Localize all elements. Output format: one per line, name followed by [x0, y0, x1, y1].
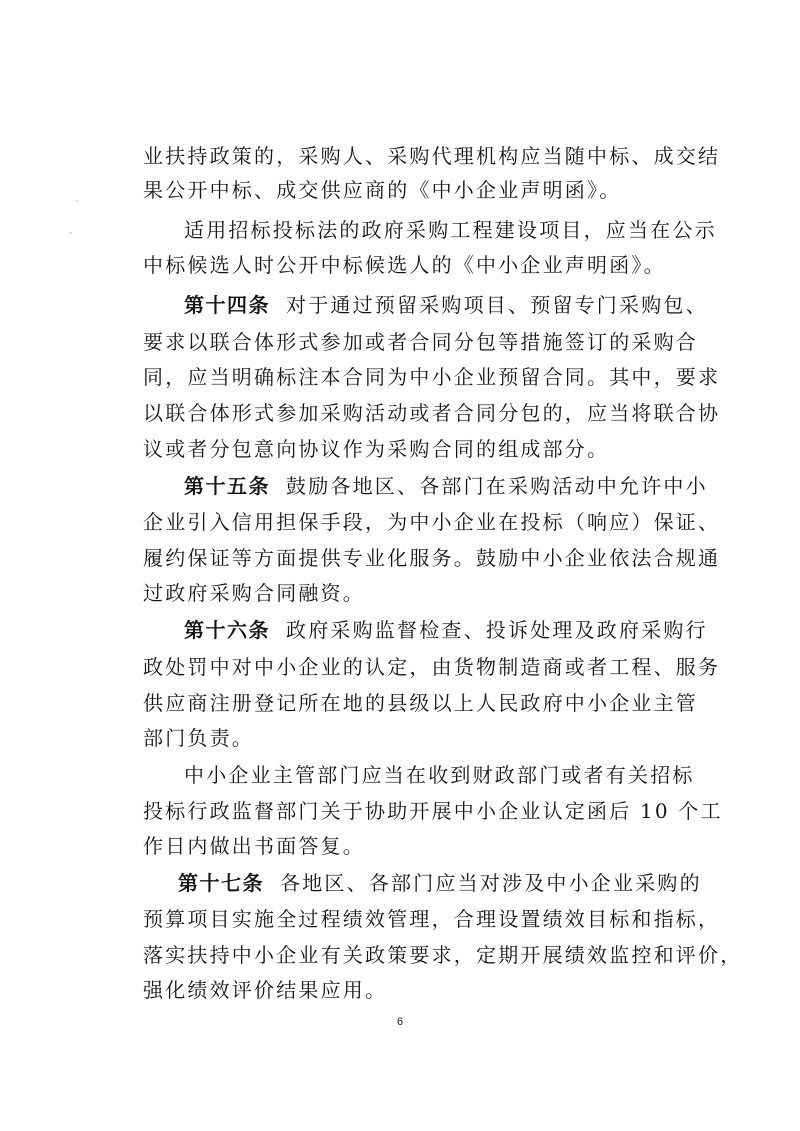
text-line: 议或者分包意向协议作为采购合同的组成部分。	[143, 437, 610, 461]
text-line: 政处罚中对中小企业的认定，由货物制造商或者工程、服务	[143, 655, 721, 679]
page-number: 6	[396, 1016, 404, 1028]
text-line: 中标候选人时公开中标候选人的《中小企业声明函》。	[143, 253, 666, 277]
text-line: 部门负责。	[143, 726, 254, 750]
article-15-label: 第十五条	[184, 474, 270, 498]
text-line: 供应商注册登记所在地的县级以上人民政府中小企业主管	[143, 691, 698, 715]
text-line: 投标行政监督部门关于协助开展中小企业认定函后 10 个工	[143, 799, 723, 823]
article-16-first-line	[184, 610, 708, 650]
text-line: 过政府采购合同融资。	[143, 581, 365, 605]
scan-speck	[70, 232, 72, 234]
article-14-first-line	[184, 285, 708, 325]
text-line: 企业引入信用担保手段，为中小企业在投标（响应）保证、	[143, 510, 721, 534]
text-line: 适用招标投标法的政府采购工程建设项目，应当在公示	[184, 218, 717, 242]
scan-speck	[76, 200, 78, 202]
text-line: 履约保证等方面提供专业化服务。鼓励中小企业依法合规通	[143, 546, 721, 570]
article-17-label: 第十七条	[178, 871, 264, 895]
article-15-first-line	[184, 466, 708, 506]
text-line: 政府采购监督检查、投诉处理及政府采购行	[286, 618, 708, 642]
text-line: 落实扶持中小企业有关政策要求，定期开展绩效监控和评价，	[143, 943, 743, 967]
text-line: 各地区、各部门应当对涉及中小企业采购的	[280, 871, 702, 895]
text-line: 鼓励各地区、各部门在采购活动中允许中小	[286, 474, 708, 498]
text-line: 要求以联合体形式参加或者合同分包等措施签订的采购合	[143, 330, 698, 354]
text-line: 作日内做出书面答复。	[143, 834, 365, 858]
text-line: 果公开中标、成交供应商的《中小企业声明函》。	[143, 178, 622, 202]
article-16-label: 第十六条	[184, 618, 270, 642]
article-17-first-line	[178, 863, 702, 903]
text-line: 中小企业主管部门应当在收到财政部门或者有关招标	[184, 763, 695, 787]
article-14-label: 第十四条	[184, 293, 270, 317]
text-line: 预算项目实施全过程绩效管理，合理设置绩效目标和指标，	[143, 907, 721, 931]
text-line: 强化绩效评价结果应用。	[143, 978, 388, 1002]
text-line: 对于通过预留采购项目、预留专门采购包、	[286, 293, 708, 317]
text-line: 以联合体形式参加采购活动或者合同分包的，应当将联合协	[143, 401, 721, 425]
text-line: 同，应当明确标注本合同为中小企业预留合同。其中，要求	[143, 365, 721, 389]
text-line: 业扶持政策的，采购人、采购代理机构应当随中标、成交结	[143, 144, 721, 168]
